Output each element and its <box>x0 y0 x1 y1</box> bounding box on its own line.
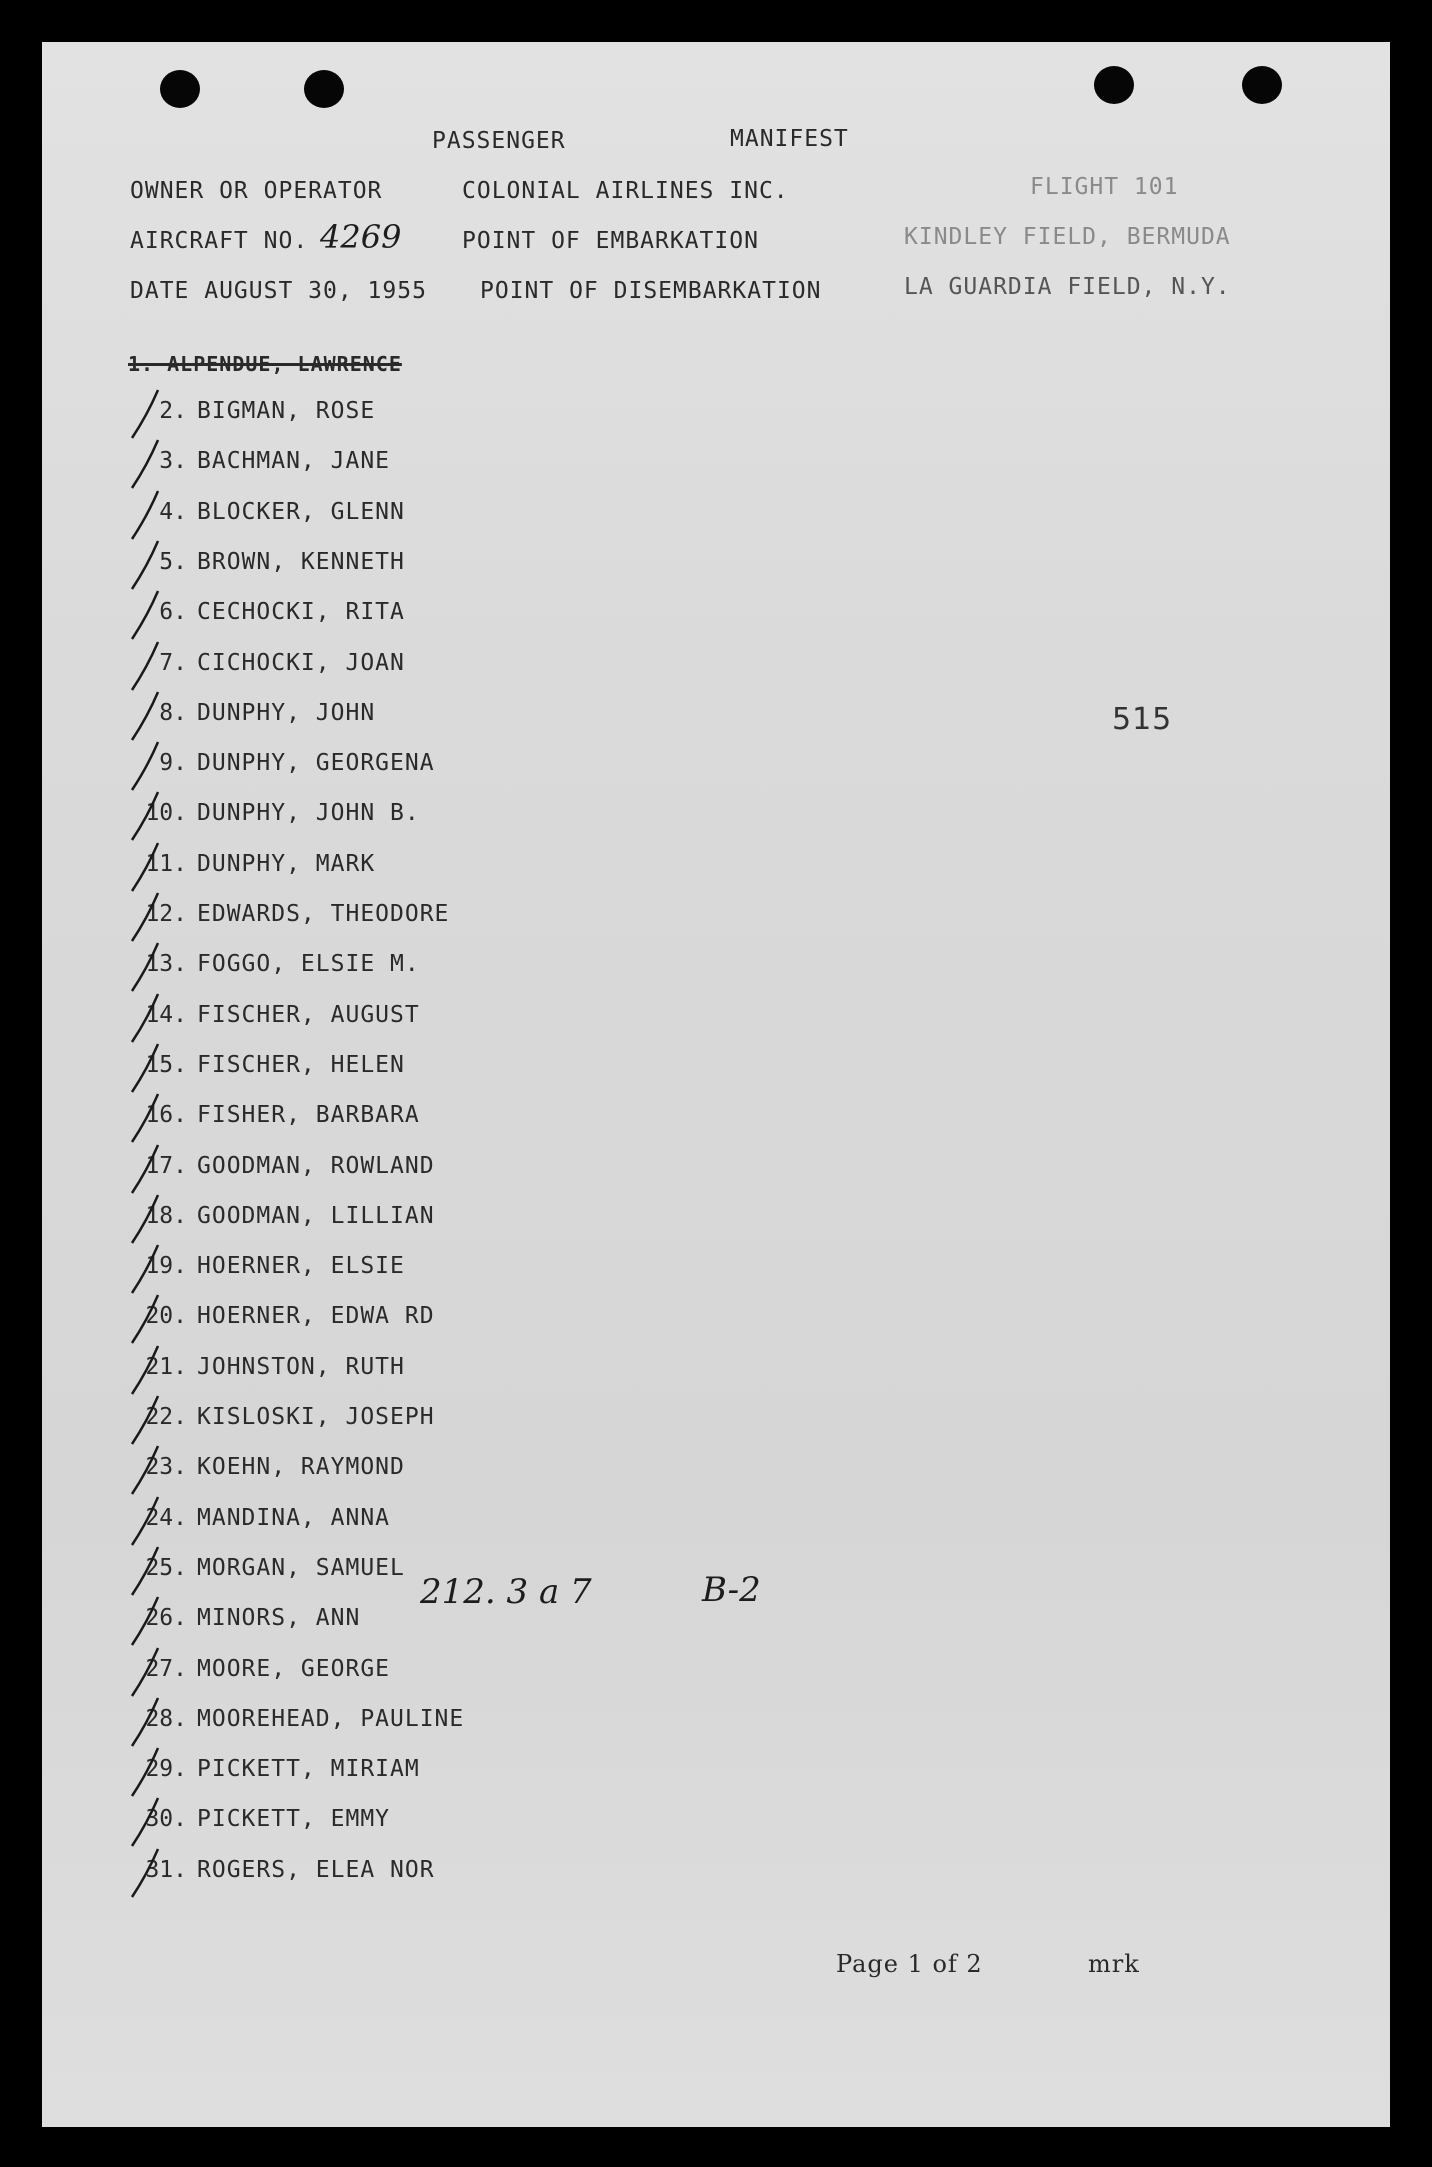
passenger-row <box>42 448 642 488</box>
passenger-name: MOORE, GEORGE <box>197 1655 391 1682</box>
passenger-row <box>42 1253 642 1293</box>
passenger-name: MOOREHEAD, PAULINE <box>197 1705 465 1732</box>
passenger-number: 23. <box>145 1454 187 1481</box>
passenger-number: 29. <box>145 1756 187 1783</box>
passenger-name: CICHOCKI, JOAN <box>197 649 405 676</box>
passenger-name: DUNPHY, MARK <box>197 850 376 877</box>
passenger-number: 3. <box>159 448 187 475</box>
passenger-number: 30. <box>145 1806 187 1833</box>
stamp-number: 515 <box>1112 702 1173 737</box>
passenger-number: 15. <box>145 1051 187 1078</box>
passenger-name: KISLOSKI, JOSEPH <box>197 1404 435 1430</box>
passenger-row <box>42 499 642 539</box>
passenger-name: BIGMAN, ROSE <box>197 398 376 424</box>
punch-hole <box>304 70 344 108</box>
embarkation-value: KINDLEY FIELD, BERMUDA <box>904 224 1231 250</box>
disembarkation-value: LA GUARDIA FIELD, N.Y. <box>904 274 1231 300</box>
passenger-name: EDWARDS, THEODORE <box>197 901 450 927</box>
title-passenger: PASSENGER <box>432 128 566 154</box>
passenger-name: HOERNER, EDWA RD <box>197 1303 435 1330</box>
passenger-row <box>42 1857 642 1897</box>
passenger-number: 25. <box>145 1554 187 1581</box>
passenger-name: BLOCKER, GLENN <box>197 498 405 525</box>
punch-hole <box>1094 66 1134 104</box>
passenger-number: 11. <box>145 850 187 877</box>
aircraft-number: 4269 <box>320 218 402 256</box>
passenger-name: MINORS, ANN <box>197 1605 361 1632</box>
date-label: DATE AUGUST 30, 1955 <box>130 278 427 304</box>
punch-hole <box>1242 66 1282 104</box>
passenger-row <box>42 1404 642 1444</box>
passenger-row <box>42 549 642 589</box>
passenger-number: 7. <box>159 649 187 676</box>
passenger-row <box>42 750 642 790</box>
passenger-number: 19. <box>145 1253 187 1280</box>
passenger-name: BROWN, KENNETH <box>197 548 405 575</box>
passenger-number: 24. <box>145 1504 187 1531</box>
passenger-number: 26. <box>145 1605 187 1632</box>
passenger-number: 13. <box>145 951 187 978</box>
passenger-number: 18. <box>145 1202 187 1229</box>
passenger-name: FISCHER, AUGUST <box>197 1001 420 1028</box>
passenger-name: PICKETT, MIRIAM <box>197 1756 420 1783</box>
passenger-number: 10. <box>145 800 187 827</box>
passenger-number: 8. <box>159 699 187 726</box>
passenger-number: 2. <box>159 398 187 424</box>
aircraft-label: AIRCRAFT NO. <box>130 228 309 254</box>
passenger-number: 9. <box>159 750 187 777</box>
passenger-name: FOGGO, ELSIE M. <box>197 951 420 978</box>
passenger-row <box>42 700 642 740</box>
passenger-name: DUNPHY, JOHN B. <box>197 800 420 827</box>
struck-entry: 1. ALPENDUE, LAWRENCE <box>128 352 402 376</box>
passenger-row <box>42 1454 642 1494</box>
passenger-row <box>42 599 642 639</box>
passenger-row <box>42 1203 642 1243</box>
passenger-number: 16. <box>145 1102 187 1129</box>
passenger-name: PICKETT, EMMY <box>197 1806 391 1833</box>
passenger-name: KOEHN, RAYMOND <box>197 1454 405 1481</box>
passenger-row <box>42 1303 642 1343</box>
passenger-name: CECHOCKI, RITA <box>197 599 405 626</box>
passenger-row <box>42 398 642 438</box>
passenger-name: FISCHER, HELEN <box>197 1051 405 1078</box>
passenger-number: 28. <box>145 1705 187 1732</box>
handwritten-note: 212. 3 a 7 <box>420 1572 592 1612</box>
clerk-initials: mrk <box>1088 1950 1140 1978</box>
passenger-row <box>42 1354 642 1394</box>
passenger-row <box>42 1002 642 1042</box>
passenger-name: HOERNER, ELSIE <box>197 1253 405 1280</box>
passenger-name: MORGAN, SAMUEL <box>197 1554 405 1581</box>
passenger-number: 21. <box>145 1353 187 1380</box>
passenger-name: ROGERS, ELEA NOR <box>197 1856 435 1883</box>
passenger-name: JOHNSTON, RUTH <box>197 1353 405 1380</box>
disembarkation-label: POINT OF DISEMBARKATION <box>480 278 822 304</box>
passenger-row <box>42 1806 642 1846</box>
owner-value: COLONIAL AIRLINES INC. <box>462 178 789 204</box>
passenger-number: 5. <box>159 548 187 575</box>
passenger-row <box>42 800 642 840</box>
handwritten-code: B-2 <box>702 1570 761 1610</box>
passenger-row <box>42 1052 642 1092</box>
passenger-row <box>42 1153 642 1193</box>
passenger-row <box>42 1505 642 1545</box>
passenger-name: BACHMAN, JANE <box>197 448 391 475</box>
passenger-row <box>42 1656 642 1696</box>
passenger-row <box>42 1102 642 1142</box>
passenger-row <box>42 901 642 941</box>
punch-hole <box>160 70 200 108</box>
manifest-sheet <box>42 42 1390 2127</box>
embarkation-label: POINT OF EMBARKATION <box>462 228 759 254</box>
passenger-name: DUNPHY, GEORGENA <box>197 750 435 777</box>
passenger-number: 22. <box>145 1404 187 1430</box>
passenger-number: 31. <box>145 1856 187 1883</box>
passenger-name: MANDINA, ANNA <box>197 1504 391 1531</box>
passenger-number: 17. <box>145 1152 187 1179</box>
passenger-name: FISHER, BARBARA <box>197 1102 420 1129</box>
passenger-row <box>42 851 642 891</box>
passenger-row <box>42 951 642 991</box>
passenger-row <box>42 650 642 690</box>
passenger-name: GOODMAN, ROWLAND <box>197 1152 435 1179</box>
passenger-name: GOODMAN, LILLIAN <box>197 1202 435 1229</box>
title-manifest: MANIFEST <box>730 126 849 152</box>
owner-label: OWNER OR OPERATOR <box>130 178 383 204</box>
passenger-row <box>42 1756 642 1796</box>
passenger-number: 20. <box>145 1303 187 1330</box>
page-indicator: Page 1 of 2 <box>836 1950 983 1978</box>
flight-number: FLIGHT 101 <box>1030 174 1179 200</box>
passenger-row <box>42 1706 642 1746</box>
passenger-number: 27. <box>145 1655 187 1682</box>
passenger-number: 14. <box>145 1001 187 1028</box>
passenger-number: 6. <box>159 599 187 626</box>
passenger-name: DUNPHY, JOHN <box>197 699 376 726</box>
passenger-number: 12. <box>145 901 187 927</box>
passenger-number: 4. <box>159 498 187 525</box>
